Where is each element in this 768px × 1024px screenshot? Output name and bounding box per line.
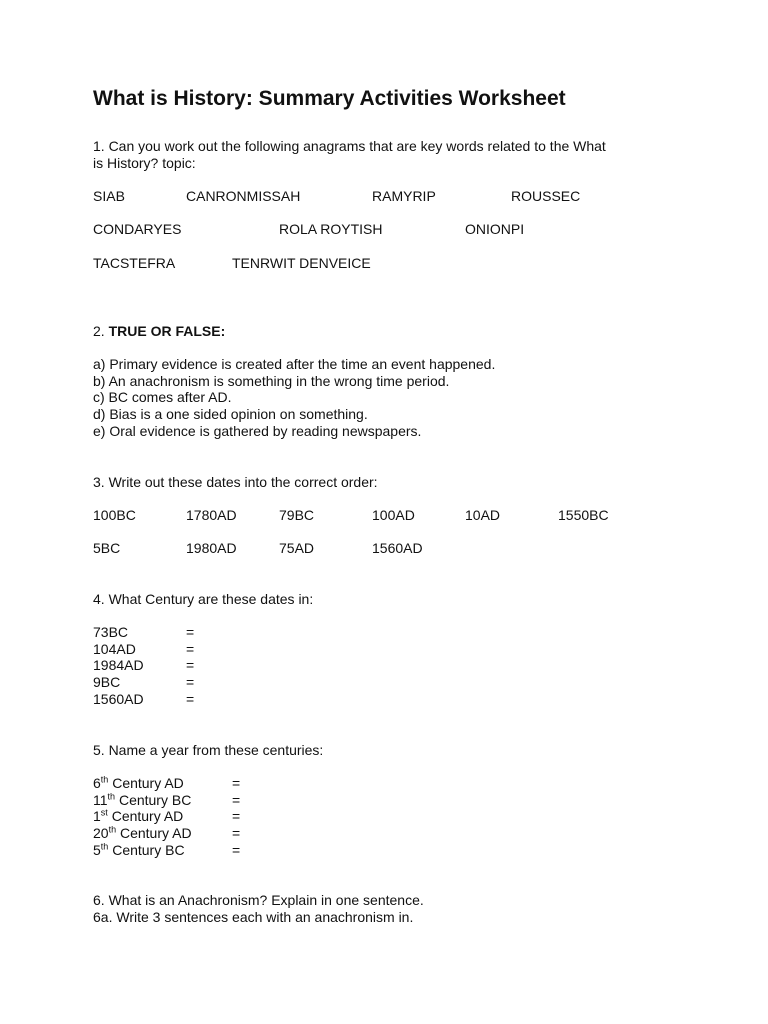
- q3-prompt: 3. Write out these dates into the correct order:: [93, 474, 378, 490]
- q4-equals: =: [186, 674, 195, 690]
- q5-equals: =: [232, 842, 241, 858]
- anagram: SIAB: [93, 188, 125, 204]
- q3-date: 100AD: [372, 507, 415, 523]
- q5-equals: =: [232, 775, 241, 791]
- q6a-prompt: 6a. Write 3 sentences each with an anachronism in.: [93, 909, 414, 925]
- q1-prompt-line2: is History? topic:: [93, 155, 196, 171]
- q3-date: 1780AD: [186, 507, 237, 523]
- q4-date: 1984AD: [93, 657, 144, 673]
- page-title: What is History: Summary Activities Worksheet: [93, 87, 566, 110]
- anagram: ROLA ROYTISH: [279, 221, 383, 237]
- q2-statement: d) Bias is a one sided opinion on something.: [93, 406, 368, 422]
- q1-prompt-line1: 1. Can you work out the following anagrams that are key words related to the What: [93, 138, 606, 154]
- q4-equals: =: [186, 657, 195, 673]
- q2-number: 2.: [93, 323, 105, 339]
- q4-date: 104AD: [93, 641, 136, 657]
- ordinal-suffix: th: [108, 824, 117, 835]
- century-number: 5: [93, 842, 101, 858]
- century-number: 6: [93, 775, 101, 791]
- q4-date: 9BC: [93, 674, 121, 690]
- q4-equals: =: [186, 624, 195, 640]
- anagram: ONIONPI: [465, 221, 525, 237]
- anagram: CONDARYES: [93, 221, 182, 237]
- q2-statement: e) Oral evidence is gathered by reading newspapers.: [93, 423, 422, 439]
- q3-date: 1560AD: [372, 540, 423, 556]
- ordinal-suffix: th: [100, 841, 109, 852]
- century-number: 1: [93, 808, 101, 824]
- q2-heading: [93, 323, 225, 340]
- q4-date: 1560AD: [93, 691, 144, 707]
- q3-date: 5BC: [93, 540, 121, 556]
- ordinal-suffix: th: [107, 791, 116, 802]
- ordinal-suffix: th: [100, 774, 109, 785]
- q4-prompt: 4. What Century are these dates in:: [93, 591, 314, 607]
- anagram: CANRONMISSAH: [186, 188, 301, 204]
- q5-equals: =: [232, 825, 241, 841]
- q2-heading-text: TRUE OR FALSE:: [108, 323, 226, 339]
- q3-date: 10AD: [465, 507, 501, 523]
- q5-century: [93, 775, 184, 792]
- q3-date: 1550BC: [558, 507, 609, 523]
- q3-date: 79BC: [279, 507, 315, 523]
- q2-statement: b) An anachronism is something in the wrong time period.: [93, 373, 450, 389]
- anagram: RAMYRIP: [372, 188, 436, 204]
- century-number: 20: [93, 825, 109, 841]
- q3-date: 100BC: [93, 507, 136, 523]
- century-label: Century AD: [107, 808, 184, 824]
- ordinal-suffix: st: [100, 807, 108, 818]
- q5-century: [93, 825, 192, 842]
- q4-equals: =: [186, 641, 195, 657]
- q5-equals: =: [232, 792, 241, 808]
- century-label: Century BC: [108, 842, 185, 858]
- q5-century: [93, 842, 185, 859]
- anagram: TACSTEFRA: [93, 255, 176, 271]
- anagram: ROUSSEC: [511, 188, 581, 204]
- q2-statement: c) BC comes after AD.: [93, 389, 232, 405]
- q5-prompt: 5. Name a year from these centuries:: [93, 742, 324, 758]
- century-label: Century BC: [115, 792, 192, 808]
- century-label: Century AD: [116, 825, 192, 841]
- q5-century: [93, 808, 183, 825]
- anagram: TENRWIT DENVEICE: [232, 255, 371, 271]
- q6-prompt: 6. What is an Anachronism? Explain in one sentence.: [93, 892, 424, 908]
- q4-date: 73BC: [93, 624, 129, 640]
- q2-statement: a) Primary evidence is created after the time an event happened.: [93, 356, 496, 372]
- q3-date: 75AD: [279, 540, 315, 556]
- q3-date: 1980AD: [186, 540, 237, 556]
- q5-equals: =: [232, 808, 241, 824]
- century-label: Century AD: [108, 775, 184, 791]
- q4-equals: =: [186, 691, 195, 707]
- century-number: 11: [93, 792, 108, 808]
